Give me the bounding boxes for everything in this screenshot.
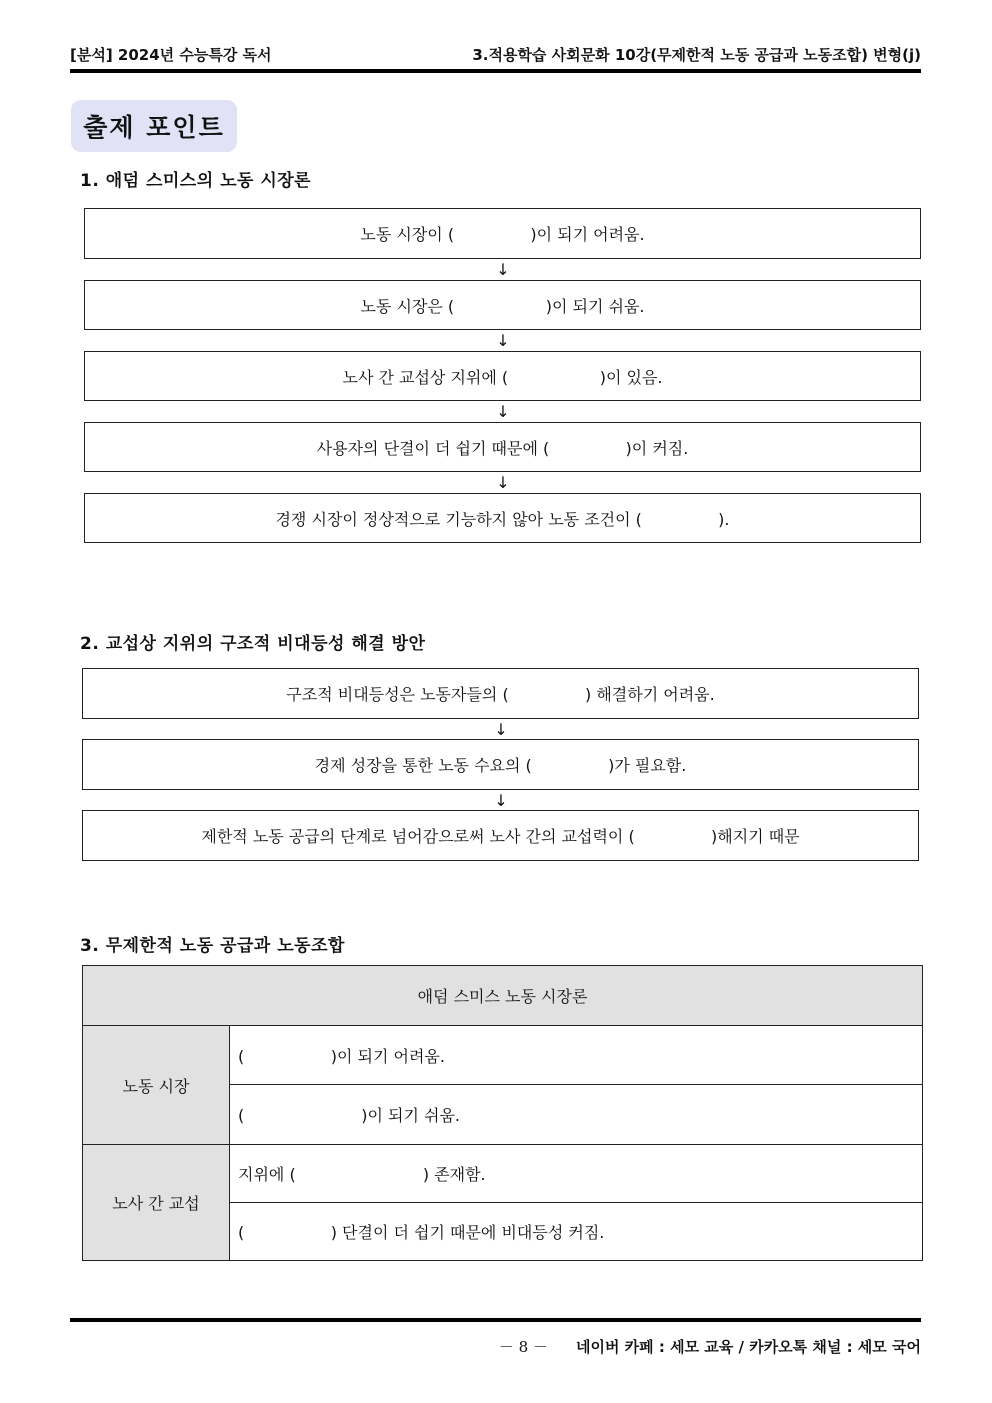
- section1-box-3: 노사 간 교섭상 지위에 ( )이 있음.: [84, 351, 921, 401]
- section3-title: 3. 무제한적 노동 공급과 노동조합: [80, 936, 345, 956]
- point-title-badge: 출제 포인트: [71, 100, 237, 152]
- table-cell: ( ) 단결이 더 쉽기 때문에 비대등성 커짐.: [238, 1223, 605, 1242]
- section2-box-3: 제한적 노동 공급의 단계로 넘어감으로써 노사 간의 교섭력이 ( )해지기 때문: [82, 810, 919, 861]
- table-label-labor-market: 노동 시장: [83, 1026, 229, 1144]
- section1-arrow-3: ↓: [496, 402, 510, 421]
- section2-arrow-1: ↓: [494, 720, 508, 739]
- header-left-title: [분석] 2024년 수능특강 독서: [70, 46, 272, 64]
- footer-channel-info: 네이버 카페 : 세모 교육 / 카카오톡 채널 : 세모 국어: [575, 1338, 921, 1356]
- footer-rule: [70, 1318, 921, 1322]
- table-cell: 지위에 ( ) 존재함.: [238, 1165, 486, 1184]
- section2-arrow-2: ↓: [494, 791, 508, 810]
- page-number: － 8 －: [498, 1338, 548, 1356]
- section1-arrow-1: ↓: [496, 260, 510, 279]
- table-cell: ( )이 되기 어려움.: [238, 1046, 445, 1066]
- page-header: [70, 44, 921, 66]
- table-header: 애덤 스미스 노동 시장론: [83, 966, 922, 1025]
- summary-table: [82, 965, 923, 1261]
- page-footer: [499, 1336, 921, 1357]
- table-label-labor-negotiation: 노사 간 교섭: [83, 1145, 229, 1260]
- section1-box-2: 노동 시장은 ( )이 되기 쉬움.: [84, 280, 921, 330]
- section1-box-1: 노동 시장이 ( )이 되기 어려움.: [84, 208, 921, 259]
- table-cell: ( )이 되기 쉬움.: [238, 1106, 460, 1125]
- section1-box-4: 사용자의 단결이 더 쉽기 때문에 ( )이 커짐.: [84, 422, 921, 472]
- section1-arrow-4: ↓: [496, 473, 510, 492]
- section2-box-1: 구조적 비대등성은 노동자들의 ( ) 해결하기 어려움.: [82, 668, 919, 719]
- header-right-title: 3.적용학습 사회문화 10강(무제한적 노동 공급과 노동조합) 변형(j): [472, 46, 921, 64]
- section2-title: 2. 교섭상 지위의 구조적 비대등성 해결 방안: [80, 634, 426, 654]
- section1-title: 1. 애덤 스미스의 노동 시장론: [80, 171, 312, 191]
- section2-box-2: 경제 성장을 통한 노동 수요의 ( )가 필요함.: [82, 739, 919, 790]
- section1-arrow-2: ↓: [496, 331, 510, 350]
- header-rule: [70, 69, 921, 73]
- table-column-divider: [229, 1026, 230, 1260]
- section1-box-5: 경쟁 시장이 정상적으로 기능하지 않아 노동 조건이 ( ).: [84, 493, 921, 543]
